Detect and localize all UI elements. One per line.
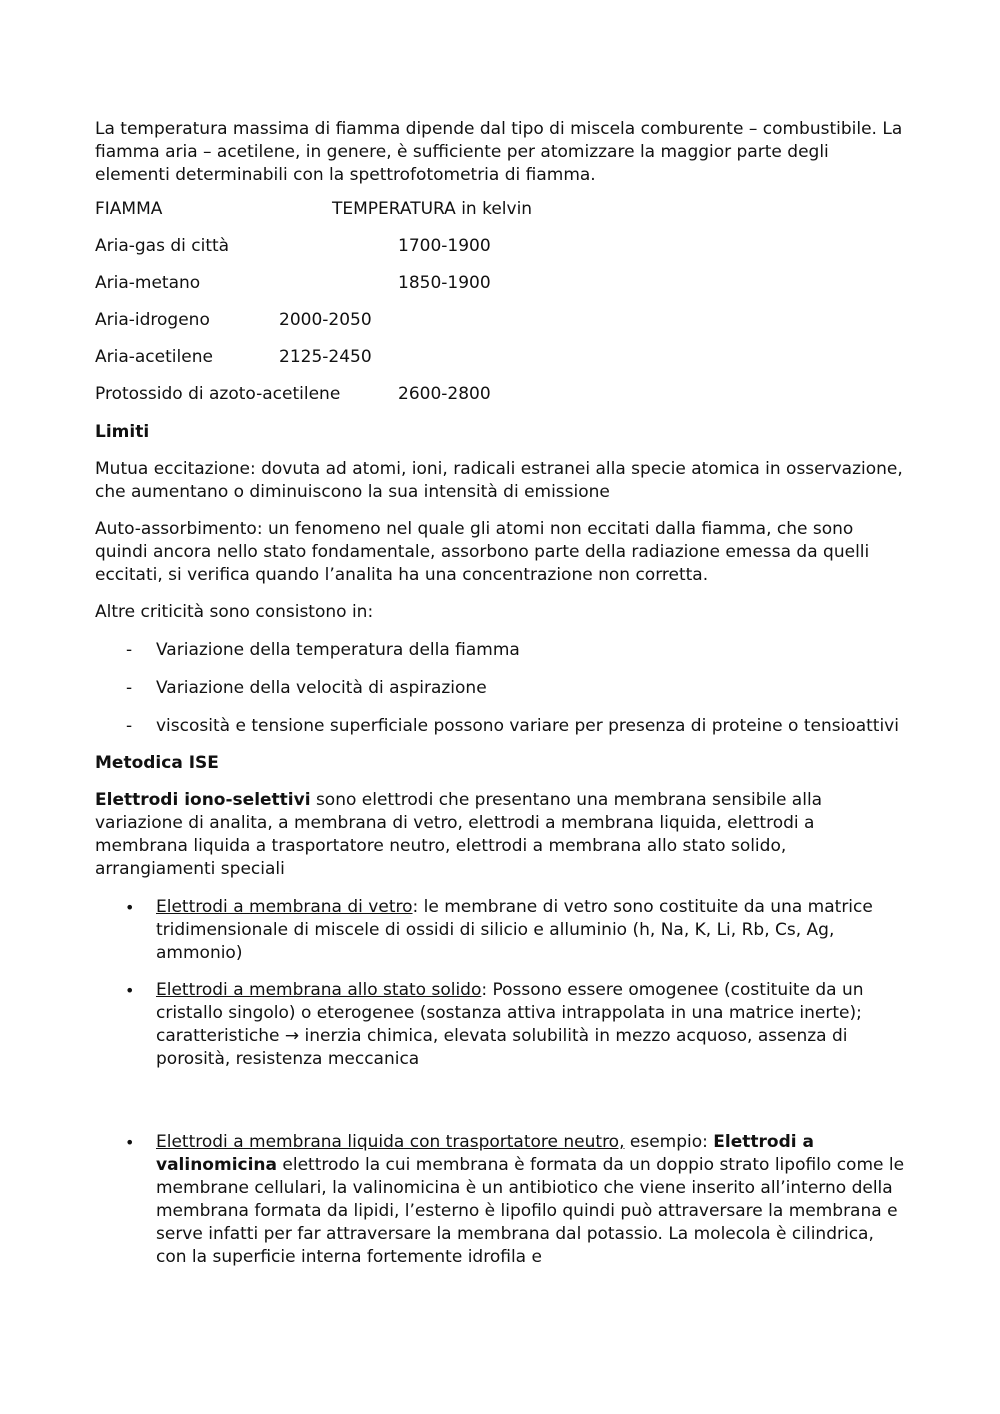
issues-list	[95, 639, 905, 738]
table-row	[95, 273, 905, 296]
table-row	[95, 384, 905, 407]
dash-marker: -	[126, 678, 133, 698]
table-header-row	[95, 199, 905, 222]
flame-name: Aria-gas di città	[95, 236, 230, 256]
list-item: - Variazione della temperatura della fiamma	[126, 640, 520, 660]
header-flame: FIAMMA	[95, 199, 163, 219]
list-item: - viscosità e tensione superficiale possono variare per presenza di proteine o tensioattivi	[126, 716, 899, 736]
bullet-marker: •	[125, 1133, 135, 1152]
header-temperature: TEMPERATURA in kelvin	[332, 199, 533, 219]
flame-name: Aria-idrogeno	[95, 310, 210, 330]
list-item: • Elettrodi a membrana allo stato solido: Possono essere omogenee (costituite da un cristallo singolo) o eterogenee (sostanza attiva intrappolata in una matrice inerte); caratteristiche → inerzia chimica, elevata solubilità in mezzo acquoso, assenza di porosità, resistenza meccanica	[125, 980, 864, 1069]
other-issues-intro: Altre criticità sono consistono in:	[95, 602, 374, 622]
flame-temperature: 2600-2800	[398, 384, 491, 404]
bullet-marker: •	[125, 981, 135, 1000]
electrode-types-list	[95, 896, 905, 1269]
ise-intro-paragraph: Elettrodi iono-selettivi sono elettrodi che presentano una membrana sensibile alla variazione di analita, a membrana di vetro, elettrodi a membrana liquida, elettrodi a membrana liquida a trasportatore neutro, elettrodi a membrana allo stato solido, arrangiamenti speciali	[95, 790, 823, 879]
dash-marker: -	[126, 716, 133, 736]
table-row	[95, 236, 905, 259]
intro-paragraph: La temperatura massima di fiamma dipende dal tipo di miscela comburente – combustibile. La fiamma aria – acetilene, in genere, è sufficiente per atomizzare la maggior parte degli elementi determinabili con la spettrofotometria di fiamma.	[95, 119, 903, 185]
dash-marker: -	[126, 640, 133, 660]
bullet-marker: •	[125, 898, 135, 917]
flame-temperature: 2000-2050	[279, 310, 372, 330]
limits-heading: Limiti	[95, 422, 150, 442]
mutual-excitation-paragraph: Mutua eccitazione: dovuta ad atomi, ioni, radicali estranei alla specie atomica in osservazione, che aumentano o diminuiscono la sua intensità di emissione	[95, 459, 903, 502]
list-item: • Elettrodi a membrana liquida con trasportatore neutro, esempio: Elettrodi a valinomicina elettrodo la cui membrana è formata da un doppio strato lipofilo come le membrane cellulari, la valinomicina è un antibiotico che viene inserito all’interno della membrana formata da lipidi, l’esterno è lipofilo quindi può attraversare la membrana e serve infatti per far attraversare la membrana dal potassio. La molecola è cilindrica, con la superficie interna fortemente idrofila e	[125, 1132, 905, 1267]
document-page	[95, 118, 905, 1283]
arrow-right-icon: →	[284, 1026, 300, 1046]
table-row	[95, 347, 905, 370]
flame-name: Protossido di azoto-acetilene	[95, 384, 341, 404]
flame-name: Aria-metano	[95, 273, 201, 293]
ise-heading: Metodica ISE	[95, 753, 219, 773]
list-item: • Elettrodi a membrana di vetro: le membrane di vetro sono costituite da una matrice tridimensionale di miscele di ossidi di silicio e alluminio (h, Na, K, Li, Rb, Cs, Ag, ammonio)	[125, 897, 873, 963]
self-absorption-paragraph: Auto-assorbimento: un fenomeno nel quale gli atomi non eccitati dalla fiamma, che sono quindi ancora nello stato fondamentale, assorbono parte della radiazione emessa da quelli eccitati, si verifica quando l’analita ha una concentrazione non corretta.	[95, 519, 870, 585]
table-row	[95, 310, 905, 333]
list-item: - Variazione della velocità di aspirazione	[126, 678, 487, 698]
flame-name: Aria-acetilene	[95, 347, 213, 367]
flame-temperature: 2125-2450	[279, 347, 372, 367]
flame-temperature: 1850-1900	[398, 273, 491, 293]
flame-temperature: 1700-1900	[398, 236, 491, 256]
